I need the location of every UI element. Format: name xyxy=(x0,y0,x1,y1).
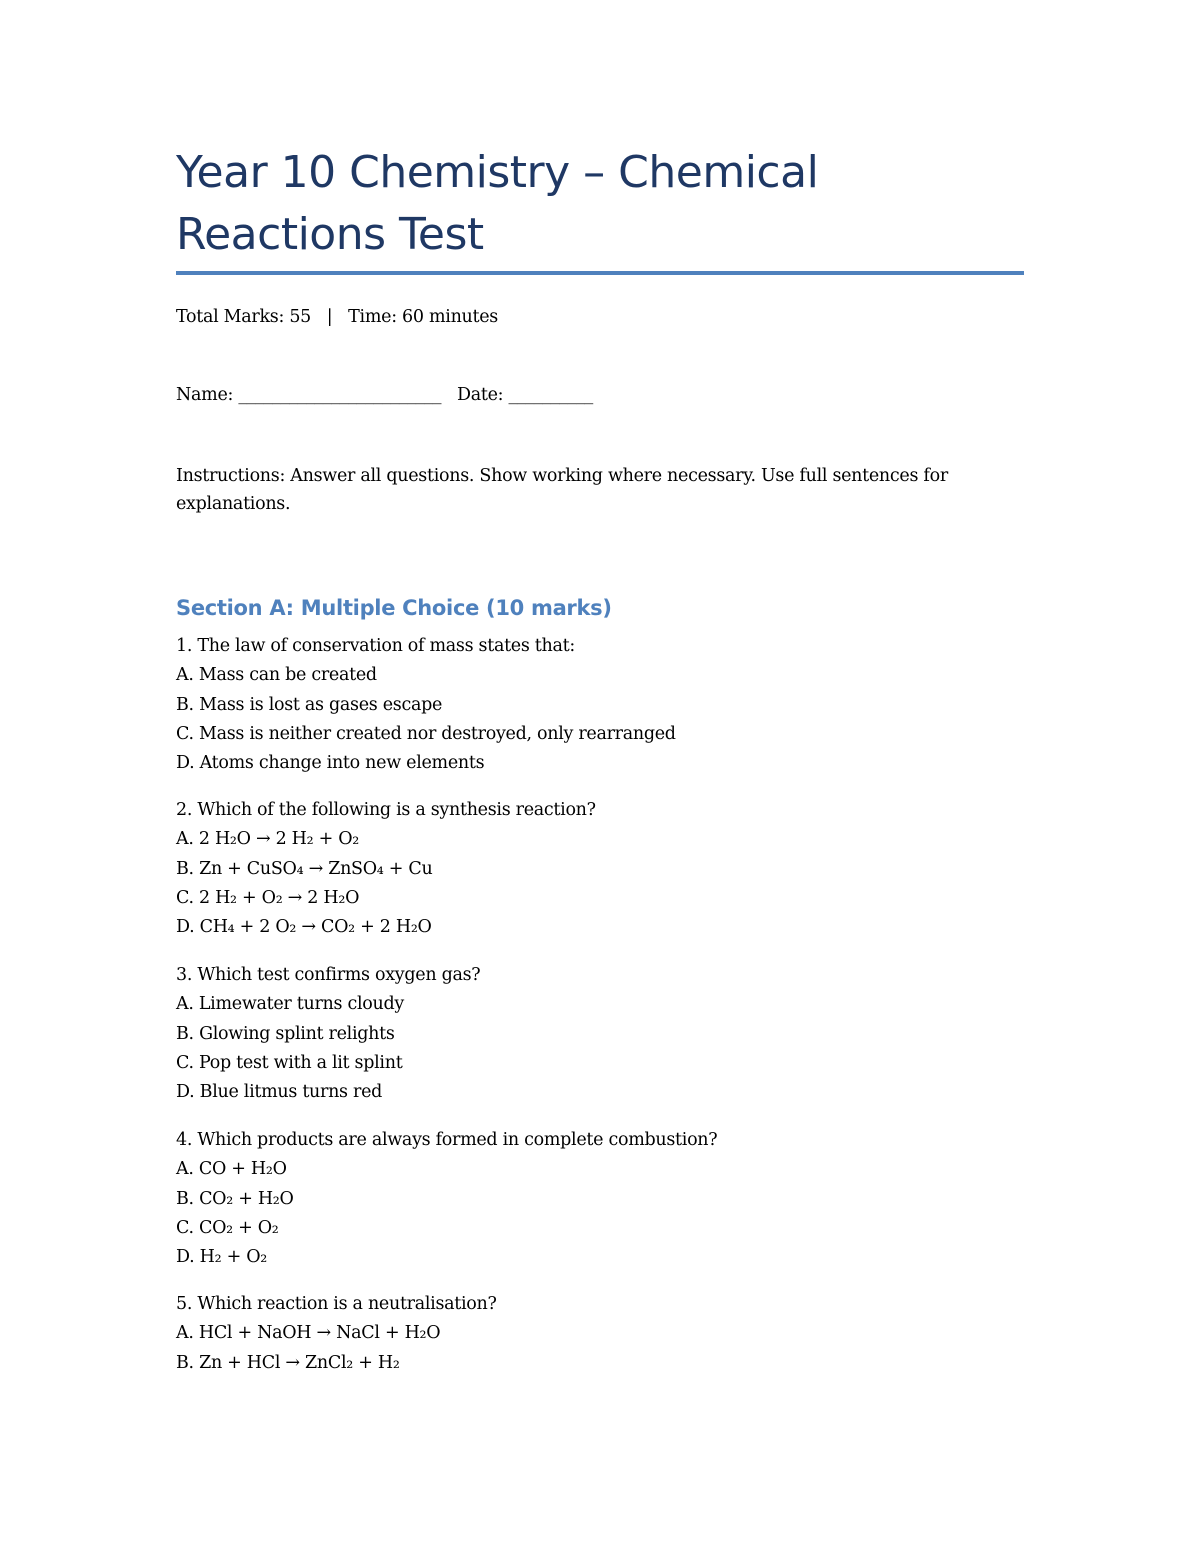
answer-option: C. 2 H₂ + O₂ → 2 H₂O xyxy=(176,887,360,908)
question-stem: 5. Which reaction is a neutralisation? xyxy=(176,1294,497,1314)
answer-option: A. CO + H₂O xyxy=(176,1159,287,1180)
name-date-line xyxy=(176,385,593,405)
answer-option: A. Mass can be created xyxy=(176,665,377,686)
answer-option: B. Mass is lost as gases escape xyxy=(176,694,443,715)
question-5 xyxy=(176,1290,1024,1378)
answer-option: A. Limewater turns cloudy xyxy=(176,994,404,1015)
marks-time-line: Total Marks: 55 | Time: 60 minutes xyxy=(176,307,498,327)
answer-option: D. Atoms change into new elements xyxy=(176,753,485,774)
answer-option: C. Mass is neither created nor destroyed, only rearranged xyxy=(176,723,676,744)
date-blank: __________ xyxy=(508,385,593,405)
question-stem: 2. Which of the following is a synthesis reaction? xyxy=(176,800,596,820)
question-4 xyxy=(176,1126,1024,1272)
section-a-heading: Section A: Multiple Choice (10 marks) xyxy=(176,596,612,620)
answer-option: A. 2 H₂O → 2 H₂ + O₂ xyxy=(176,829,359,850)
answer-option: D. H₂ + O₂ xyxy=(176,1247,267,1268)
answer-option: D. CH₄ + 2 O₂ → CO₂ + 2 H₂O xyxy=(176,917,432,938)
question-stem: 4. Which products are always formed in complete combustion? xyxy=(176,1130,718,1150)
page-title: Year 10 Chemistry – Chemical Reactions Test xyxy=(176,147,819,260)
question-3 xyxy=(176,961,1024,1107)
answer-option: C. Pop test with a lit splint xyxy=(176,1052,403,1073)
answer-option: B. Zn + HCl → ZnCl₂ + H₂ xyxy=(176,1352,400,1373)
answer-option: B. CO₂ + H₂O xyxy=(176,1188,294,1209)
question-stem: 3. Which test confirms oxygen gas? xyxy=(176,965,481,985)
name-blank: ________________________ xyxy=(238,385,442,405)
answer-option: B. Zn + CuSO₄ → ZnSO₄ + Cu xyxy=(176,858,433,879)
answer-option: C. CO₂ + O₂ xyxy=(176,1217,279,1238)
answer-option: B. Glowing splint relights xyxy=(176,1023,395,1044)
instructions-paragraph: Instructions: Answer all questions. Show working where necessary. Use full sentences for explanations. xyxy=(176,466,948,514)
answer-option: D. Blue litmus turns red xyxy=(176,1082,383,1103)
question-stem: 1. The law of conservation of mass states that: xyxy=(176,636,575,656)
date-label: Date: xyxy=(456,385,504,405)
name-label: Name: xyxy=(176,385,234,405)
question-1 xyxy=(176,632,1024,778)
question-2 xyxy=(176,796,1024,942)
title-divider xyxy=(176,271,1024,275)
answer-option: A. HCl + NaOH → NaCl + H₂O xyxy=(176,1323,441,1344)
